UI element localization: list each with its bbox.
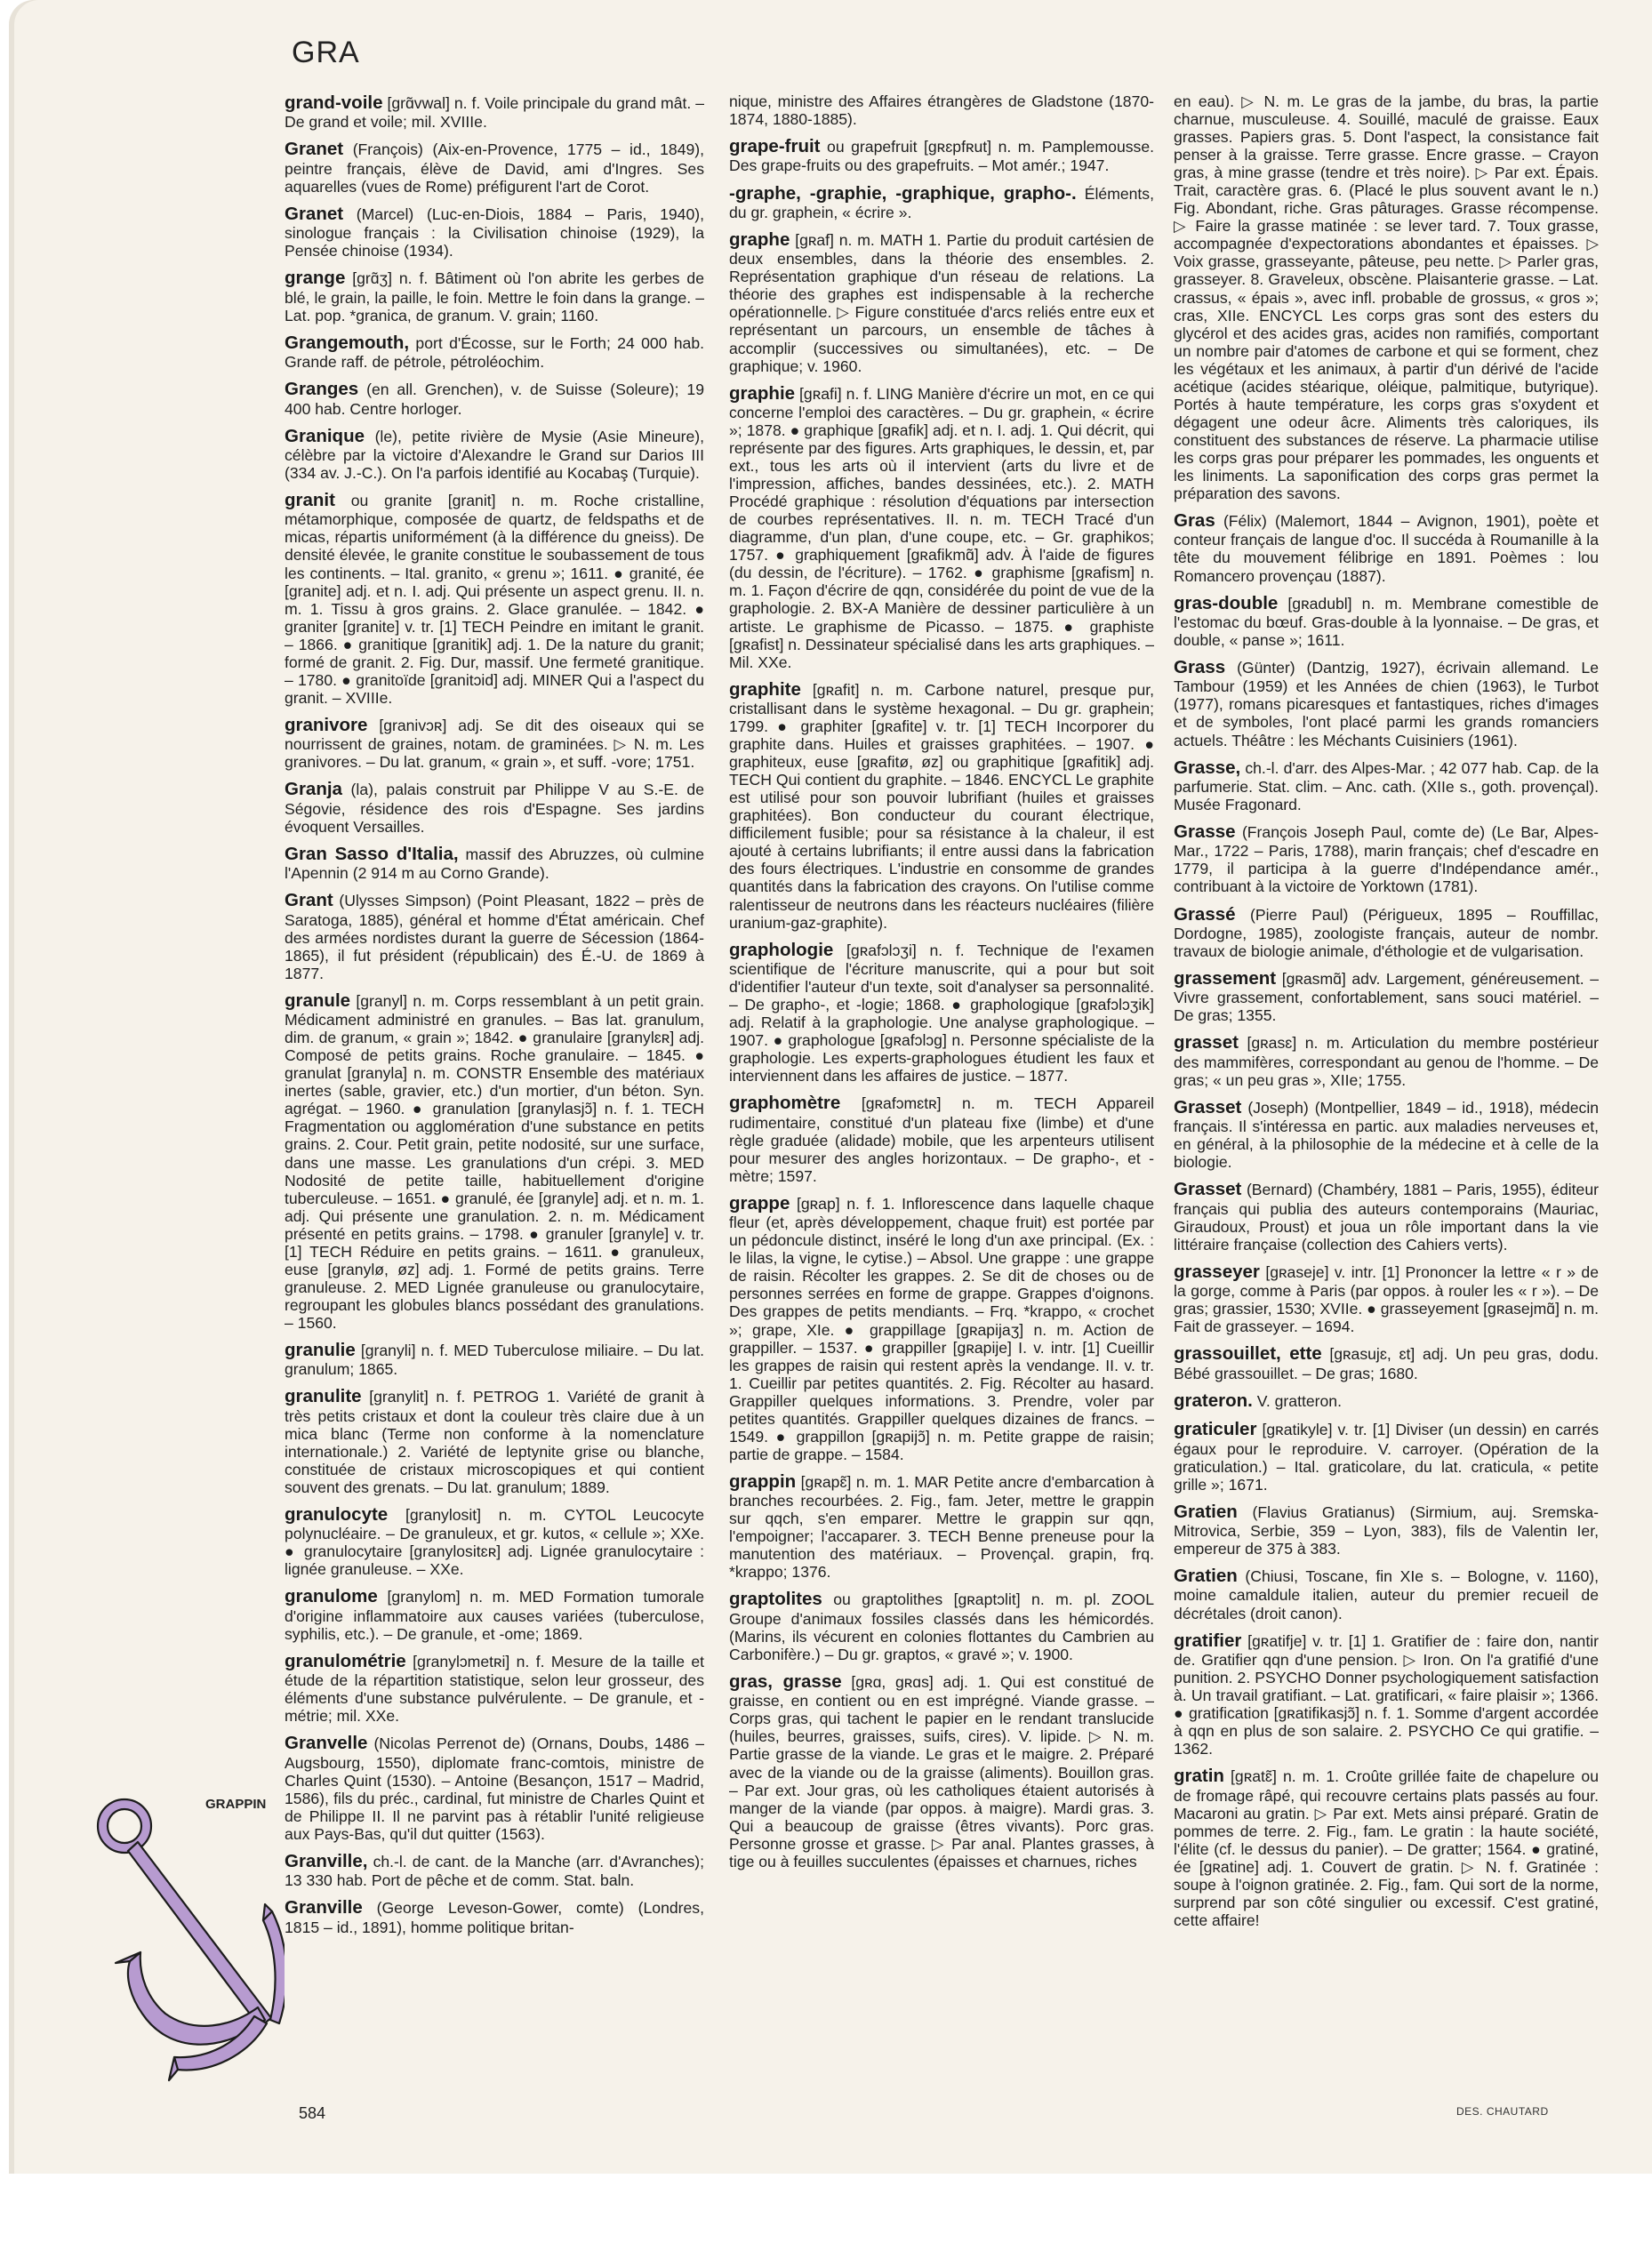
entry-definition: (le), petite rivière de Mysie (Asie Mineure), célèbre par la victoire d'Alexandre le Grand sur Darios III (334 av. J.-C.). On l'a parfois identifié au Kocabaş (Turquie). xyxy=(285,427,704,482)
dictionary-entry xyxy=(285,204,704,260)
dictionary-entry xyxy=(1174,657,1599,749)
dictionary-entry xyxy=(285,92,704,131)
dictionary-entry xyxy=(285,1851,704,1889)
entry-headword: granulite xyxy=(285,1386,362,1407)
dictionary-entry xyxy=(1174,821,1599,896)
entry-headword: graticuler xyxy=(1174,1419,1257,1440)
entry-headword: Granja xyxy=(285,779,342,800)
entry-headword: graphologie xyxy=(729,939,834,960)
entry-headword: grange xyxy=(285,268,346,289)
entry-definition: [gʀasujɛ, ɛt] adj. Un peu gras, dodu. Bébé grassouillet. – De gras; 1680. xyxy=(1174,1345,1599,1382)
entry-headword: Gras xyxy=(1174,510,1215,532)
dictionary-entry xyxy=(729,383,1154,671)
entry-headword: grassement xyxy=(1174,967,1277,989)
dictionary-entry xyxy=(285,1504,704,1579)
entry-definition: [granylit] n. f. PETROG 1. Variété de granit à très petits cristaux et dont la couleur très claire due à un mica blanc (Terme non conforme à la nomenclature internationale.) 2. Variété de leptynite grise ou blanche, constituée de cristaux microscopiques et qui contient souvent des grenats. – Du lat. granulum; 1889. xyxy=(285,1388,704,1496)
entry-definition: (Ulysses Simpson) (Point Pleasant, 1822 – près de Saratoga, 1885), général et homme d'État américain. Chef des armées nordistes durant la guerre de Sécession (1864-1865), il fut président (républicain) des É.-U. de 1869 à 1877. xyxy=(285,892,704,982)
entry-headword: Gratien xyxy=(1174,1566,1238,1587)
entry-definition: (Chiusi, Toscane, fin XIe s. – Bologne, v. 1160), moine camaldule italien, auteur du premier recueil de décrétales (droit canon). xyxy=(1174,1567,1599,1622)
entry-definition: ou graptolithes [gʀaptɔlit] n. m. pl. ZOOL Groupe d'animaux fossiles classés dans les hémicordés. (Marins, ils vécurent en colonies flottantes du Cambrien au Carbonifère.) – Du gr. graptos, « gravé »; v. 1900. xyxy=(729,1590,1154,1663)
entry-definition: [granylom] n. m. MED Formation tumorale d'origine inflammatoire aux causes variées (tuberculose, syphilis, etc.). – De granule, et -ome; 1869. xyxy=(285,1588,704,1643)
entry-headword: graptolites xyxy=(729,1589,822,1610)
dictionary-entry xyxy=(1174,1097,1599,1172)
entry-definition: [grɑ̃ʒ] n. f. Bâtiment où l'on abrite les gerbes de blé, le grain, la paille, le foin. Mettre le foin dans la grange. – Lat. pop. *granica, de granum. V. grain; 1160. xyxy=(285,269,704,324)
entry-headword: graphe xyxy=(729,228,790,250)
entry-definition: (Günter) (Dantzig, 1927), écrivain allemand. Le Tambour (1959) et les Années de chien (1963), le Turbot (1977), romans picaresques et fantastiques, riches d'images et de symboles, l'ont placé parmi les grands romanciers actuels. Théâtre : les Méchants Cuisiniers (1961). xyxy=(1174,659,1599,749)
dictionary-entry xyxy=(285,844,704,882)
entry-headword: Gran Sasso d'Italia, xyxy=(285,843,459,864)
entry-definition: [gʀatikyle] v. tr. [1] Diviser (un dessin) en carrés égaux pour le reproduire. V. carroyer. (Opération de la graticulation.) – Ital. graticolare, du lat. craticula, « petite grille »; 1671. xyxy=(1174,1421,1599,1494)
dictionary-entry xyxy=(285,1651,704,1726)
entry-headword: Grass xyxy=(1174,657,1226,678)
entry-headword: granulie xyxy=(285,1339,356,1360)
entry-definition: [granyl] n. m. Corps ressemblant à un petit grain. Médicament administré en granules. – Bas lat. granulum, dim. de granum, « grain »; 1842. ● granulaire [granylɛʀ] adj. Composé de petits grains. Roche granulaire. – 1845. ● granulat [granyla] n. m. CONSTR Ensemble des matériaux inertes (sable, gravier, etc.) d'un mortier, d'un béton. Syn. agrégat. – 1960. ● granulation [granylasjɔ̃] n. f. 1. TECH Fragmentation ou agglomération d'une substance en petits grains. 2. Cour. Petit grain, petite nodosité, sur une surface, dans une masse. Les granulations d'un crépi. 3. MED Nodosité de petite taille, habituellement d'origine tuberculeuse. – 1651. ● granulé, ée [granyle] adj. et n. m. 1. adj. Qui présente une granulation. 2. n. m. Médicament présenté en petits grains. – 1798. ● granuler [granyle] v. tr. [1] TECH Réduire en petits grains. – 1611. ● granuleux, euse [granylø, øz] adj. 1. Formé de petits grains. Terre granuleuse. 2. MED Lignée granuleuse ou granulocytaire, regroupant les globules blancs possédant des granulations. – 1560. xyxy=(285,991,704,1332)
entry-definition: (la), palais construit par Philippe V au S.-E. de Ségovie, résidence des rois d'Espagne. Ses jardins évoquent Versailles. xyxy=(285,781,704,836)
illustration-credit: DES. CHAUTARD xyxy=(1456,2105,1549,2118)
entry-definition: [gʀatifje] v. tr. [1] 1. Gratifier de : faire don, nantir de. Gratifier qqn d'une pension. ▷ Iron. On l'a gratifié d'une punition. 2. PSYCHO Donner psychologiquement satisfaction à. Un travail gratifiant. – Lat. gratificari, « faire plaisir »; 1366. ● gratification [gʀatifikasjɔ̃] n. f. 1. Somme d'argent accordée à qqn en plus de son salaire. 2. PSYCHO Ce qui gratifie. – 1362. xyxy=(1174,1631,1599,1758)
entry-definition: [gʀaseje] v. intr. [1] Prononcer la lettre « r » de la gorge, comme à Paris (par oppos. à rouler les « r »). – De gras; grassier, 1530; XVIIe. ● grasseyement [gʀasejmɑ̃] n. m. Fait de grasseyer. – 1694. xyxy=(1174,1262,1599,1336)
dictionary-entry xyxy=(1174,1179,1599,1254)
entry-definition: [gʀap] n. f. 1. Inflorescence dans laquelle chaque fleur (et, après développement, chaque fruit) est portée par un pédoncule distinct, inséré le long d'un axe principal. (Ex. : le lilas, la vigne, le cytise.) – Absol. Une grappe : une grappe de raisin. Récolter les grappes. 2. Se dit de choses ou de personnes serrées en forme de grappe. Grappes d'oignons. Des grappes de petits mendiants. – Frq. *krappo, « crochet »; grape, XIe. ● grappillage [gʀapijaʒ] n. m. Action de grappiller. – 1537. ● grappiller [gʀapije] I. v. intr. [1] Cueillir les grappes de raisin qui restent après la vendange. II. v. tr. 1. Cueillir par petites quantités. 2. Fig. Récolter au hasard. Grappiller quelques informations. 3. Prendre, voler par petites quantités. Grappiller quelques dizaines de francs. – 1549. ● grappillon [gʀapijɔ̃] n. m. Petite grappe de raisin; partie de grappe. – 1584. xyxy=(729,1194,1154,1463)
entry-headword: -graphe, -graphie, -graphique, grapho-. xyxy=(729,182,1077,204)
entry-headword: Grasset xyxy=(1174,1096,1242,1117)
entry-definition: ch.-l. d'arr. des Alpes-Mar. ; 42 077 hab. Cap. de la parfumerie. Stat. clim. – Anc. cath. (XIIe s., goth. provençal). Musée Fragonard. xyxy=(1174,758,1599,813)
dictionary-entry xyxy=(285,490,704,707)
entry-headword: graphomètre xyxy=(729,1093,841,1114)
entry-headword: Grant xyxy=(285,890,333,911)
illustration-caption: GRAPPIN xyxy=(205,1797,267,1812)
entry-definition: ch.-l. de cant. de la Manche (arr. d'Avranches); 13 330 hab. Port de pêche et de comm. Stat. baln. xyxy=(285,1853,704,1890)
entry-definition: (François Joseph Paul, comte de) (Le Bar, Alpes-Mar., 1722 – Paris, 1788), marin français; chef d'escadre en 1779, il participa à la guerre d'Indépendance amér., contribuant à la victoire de Yorktown (1781). xyxy=(1174,823,1599,896)
dictionary-entry xyxy=(285,990,704,1332)
entry-definition: nique, ministre des Affaires étrangères de Gladstone (1870-1874, 1880-1885). xyxy=(729,92,1154,129)
dictionary-entry xyxy=(1174,510,1599,585)
entry-definition: [gʀɑ, gʀɑs] adj. 1. Qui est constitué de graisse, en contient ou en est imprégné. Viande grasse. – Corps gras, qui tachent le papier en le rendant translucide (huiles, beurres, graisses, suifs, cires). V. lipide. ▷ N. m. Partie grasse de la viande. Le gras et le maigre. 2. Préparé avec de la viande ou de la graisse (aliments). Bouillon gras. – Par ext. Jour gras, où les catholiques étaient autorisés à manger de la viande (par oppos. à maigre). Mardi gras. 3. Qui a beaucoup de graisse (êtres vivants). Porc gras. Personne grosse et grasse. ▷ Par anal. Plantes grasses, à tige ou à feuilles succulentes (épaisses et charnues, riches xyxy=(729,1672,1154,1870)
dictionary-entry xyxy=(285,1340,704,1378)
dictionary-entry xyxy=(285,890,704,982)
dictionary-entry xyxy=(285,268,704,324)
entry-definition: massif des Abruzzes, où culmine l'Apennin (2 914 m au Corno Grande). xyxy=(285,845,704,883)
column-1 xyxy=(285,92,704,2075)
entry-headword: Granvelle xyxy=(285,1733,368,1754)
entry-headword: grand-voile xyxy=(285,92,383,113)
entry-definition: (Nicolas Perrenot de) (Ornans, Doubs, 1486 – Augsbourg, 1550), diplomate franc-comtois, ministre de Charles Quint (1530). – Antoine (Besançon, 1517 – Madrid, 1586), fils du préc., cardinal, fut ministre de Charles Quint et de Philippe II. Il ne parvint pas à rétablir l'unité religieuse aux Pays-Bas, qu'il dut quitter (1563). xyxy=(285,1734,704,1843)
dictionary-entry xyxy=(285,1586,704,1642)
entry-headword: Granville xyxy=(285,1897,363,1919)
entry-definition: [gʀasmɑ̃] adv. Largement, généreusement. – Vivre grassement, confortablement, sans souci matériel. – De gras; 1355. xyxy=(1174,969,1599,1025)
entry-headword: Gratien xyxy=(1174,1501,1238,1522)
entry-definition: (Pierre Paul) (Périgueux, 1895 – Rouffillac, Dordogne, 1985), zoologiste français, auteur de nombr. travaux de biologie animale, d'éthologie et de vulgarisation. xyxy=(1174,905,1599,960)
dictionary-entry xyxy=(1174,1630,1599,1758)
entry-headword: grateron. xyxy=(1174,1390,1253,1411)
entry-definition: (George Leveson-Gower, comte) (Londres, 1815 – id., 1891), homme politique britan- xyxy=(285,1899,704,1936)
dictionary-entry xyxy=(1174,1502,1599,1558)
dictionary-entry xyxy=(285,139,704,195)
dictionary-entry xyxy=(1174,968,1599,1024)
dictionary-entry xyxy=(285,332,704,371)
entry-headword: gras-double xyxy=(1174,592,1279,613)
dictionary-entry xyxy=(1174,757,1599,813)
entry-headword: Grasse xyxy=(1174,821,1236,843)
dictionary-entry xyxy=(1174,92,1599,502)
entry-headword: granulométrie xyxy=(285,1650,406,1671)
dictionary-entry xyxy=(285,1897,704,1935)
dictionary-entry xyxy=(729,940,1154,1085)
dictionary-entry xyxy=(729,1093,1154,1185)
dictionary-entry xyxy=(729,1471,1154,1582)
entry-headword: graphite xyxy=(729,678,801,700)
dictionary-entry xyxy=(1174,1262,1599,1336)
dictionary-entry xyxy=(285,779,704,835)
entry-definition: [gʀapɛ̃] n. m. 1. MAR Petite ancre d'embarcation à branches recourbées. 2. Fig., fam. Jeter, mettre le grappin sur qqch, s'en emparer. Mettre le grappin sur qqn, l'empoigner; l'accaparer. 3. TECH Benne preneuse pour la manutention des matériaux. – Provençal. grapin, frq. *krappo; 1376. xyxy=(729,1472,1154,1582)
entry-definition: [granylɔmetʀi] n. f. Mesure de la taille et étude de la répartition statistique, selon leur grosseur, des éléments d'une substance pulvérulente. – De granule, et -métrie; mil. XXe. xyxy=(285,1652,704,1726)
dictionary-entry xyxy=(729,229,1154,375)
entry-headword: granivore xyxy=(285,714,368,735)
column-2 xyxy=(729,92,1154,2093)
entry-definition: (Bernard) (Chambéry, 1881 – Paris, 1955), éditeur français qui publia des auteurs contemporains (Mauriac, Giraudoux, Proust) et joua un rôle important dans la vie littéraire française (collection des Cahiers verts). xyxy=(1174,1181,1599,1254)
entry-headword: Granet xyxy=(285,139,344,160)
entry-definition: (en all. Grenchen), v. de Suisse (Soleure); 19 400 hab. Centre horloger. xyxy=(285,381,704,418)
entry-headword: Granges xyxy=(285,379,359,400)
dictionary-entry xyxy=(285,715,704,771)
entry-headword: grappe xyxy=(729,1192,790,1214)
dictionary-entry xyxy=(285,426,704,482)
entry-definition: en eau). ▷ N. m. Le gras de la jambe, du bras, la partie charnue, musculeuse. 4. Souillé, maculé de graisse. Eaux grasses. Papiers gras. 5. Dont l'aspect, la consistance fait penser à la graisse. Terre grasse. Encre grasse. – Crayon gras, à mine grasse (tendre et très noire). ▷ Par ext. Épais. Trait, caractère gras. 6. (Placé le plus souvent avant le n.) Fig. Abondant, riche. Gras pâturages. Grasse récompense. ▷ Faire la grasse matinée : se lever tard. 7. Toux grasse, accompagnée d'expectorations abondantes et épaisses. ▷ Voix grasse, grasseyante, pâteuse, peu nette. ▷ Parler gras, grasseyer. 8. Graveleux, obscène. Plaisanterie grasse. – Lat. crassus, « épais », avec infl. probable de grossus, « gros »; cras, XIIe. ENCYCL Les corps gras sont des esters du glycérol et des acides gras, acides non ramifiés, comportant un nombre pair d'atomes de carbone et qui se forment, chez les végétaux et les animaux, à partir d'un dérivé de l'acide acétique (acides stéarique, oléique, palmitique, butyrique). Portés à haute température, les corps gras s'oxydent et dégagent une odeur âcre. Aliments très caloriques, ils constituent des substances de réserve. La pharmacie utilise les corps gras pour préparer les pommades, les onguents et les liniments. La saponification des corps gras permet la préparation des savons. xyxy=(1174,92,1599,503)
dictionary-entry xyxy=(285,1386,704,1496)
entry-headword: granit xyxy=(285,490,335,511)
dictionary-entry xyxy=(285,379,704,417)
entry-definition: (Marcel) (Luc-en-Diois, 1884 – Paris, 1940), sinologue français : la Civilisation chinoise (1929), la Pensée chinoise (1934). xyxy=(285,204,704,260)
column-3 xyxy=(1174,92,1599,2093)
entry-headword: grassouillet, ette xyxy=(1174,1343,1322,1365)
dictionary-entry xyxy=(729,92,1154,128)
entry-definition: [gʀafit] n. m. Carbone naturel, presque pur, cristallisant dans le système hexagonal. – Du gr. graphein; 1799. ● graphiter [gʀafite] v. tr. [1] TECH Incorporer du graphite dans. Huiles et graisses graphitées. – 1907. ● graphiteux, euse [gʀafitø, øz] ou graphitique [gʀafitik] adj. TECH Qui contient du graphite. – 1846. ENCYCL Le graphite est utilisé pour son pouvoir lubrifiant (huiles et graisses graphitées). Bon conducteur du courant électrique, difficilement fusible; pour sa résistance à la chaleur, il est ajouté à certains lubrifiants; il entre aussi dans la fabrication des fours électriques. L'industrie en consomme de grandes quantités dans la fabrication des crayons. On l'utilise comme ralentisseur de neutrons dans les réacteurs nucléaires (filière uranium-gaz-graphite). xyxy=(729,680,1154,932)
entry-headword: grasseyer xyxy=(1174,1261,1260,1282)
entry-definition: Éléments, du gr. graphein, « écrire ». xyxy=(729,184,1154,221)
entry-definition: (Joseph) (Montpellier, 1849 – id., 1918), médecin français. Il s'intéressa en partic. aux maladies nerveuses et, en général, à la philosophie de la médecine et à celle de la biologie. xyxy=(1174,1098,1599,1172)
entry-headword: Granique xyxy=(285,425,365,446)
entry-headword: graphie xyxy=(729,382,796,404)
entry-headword: Granet xyxy=(285,203,344,224)
entry-definition: [gʀafi] n. f. LING Manière d'écrire un mot, en ce qui concerne l'emploi des caractères. – Du gr. graphein, « écrire »; 1878. ● graphique [gʀafik] adj. et n. I. adj. 1. Qui décrit, qui représente par des figures. Arts graphiques, le dessin, et, par ext., tous les arts où il intervient (arts du livre et de l'impression, affiches, bandes dessinées, etc.). 2. MATH Procédé graphique : résolution d'équations par intersection de courbes représentatives. II. n. m. TECH Tracé d'un diagramme, d'un plan, d'une coupe, etc. – Gr. graphikos; 1757. ● graphiquement [gʀafikmɑ̃] adv. À l'aide de figures (du dessin, de l'écriture). – 1762. ● graphisme [gʀafism] n. m. 1. Façon d'écrire de qqn, considérée du point de vue de la graphologie. 2. BX-A Manière de dessiner particulière à un artiste. Le graphisme de Picasso. – 1875. ● graphiste [gʀafist] n. Dessinateur spécialisé dans les arts graphiques. – Mil. XXe. xyxy=(729,384,1154,671)
dictionary-entry xyxy=(285,1733,704,1843)
dictionary-entry xyxy=(729,183,1154,221)
entry-definition: [gʀatɛ̃] n. m. 1. Croûte grillée faite de chapelure ou de fromage râpé, qui recouvre certains plats passés au four. Macaroni au gratin. ▷ Par ext. Mets ainsi préparé. Gratin de pommes de terre. 2. Fig., fam. Le gratin : la haute société, l'élite (cf. le dessus du panier). – De gratter; 1564. ● gratiné, ée [gʀatine] adj. 1. Couvert de gratin. ▷ N. f. Gratinée : soupe à l'oignon gratinée. 2. Fig., fam. Qui sort de la norme, surprend par son côté singulier ou excessif. C'est gratiné, cette affaire! xyxy=(1174,1767,1599,1929)
entry-definition: ou granite [granit] n. m. Roche cristalline, métamorphique, composée de quartz, de feldspaths et de micas, répartis uniformément (à la différence du gneiss). De densité élevée, le granite constitue le soubassement de tous les continents. – Ital. granito, « grenu »; 1611. ● granité, ée [granite] adj. et n. I. adj. Qui présente un aspect grenu. II. n. m. 1. Tissu à gros grains. 2. Glace granulée. – 1842. ● graniter [granite] v. tr. [1] TECH Peindre en imitant le granit. – 1866. ● granitique [granitik] adj. 1. De la nature du granit; formé de granit. 2. Fig. Dur, massif. Une fermeté granitique. – 1780. ● granitoïde [granitɔid] adj. MINER Qui a l'aspect du granit. – XVIIIe. xyxy=(285,492,704,707)
dictionary-entry xyxy=(729,1589,1154,1663)
entry-definition: [grɑ̃vwal] n. f. Voile principale du grand mât. – De grand et voile; mil. XVIIIe. xyxy=(285,94,704,132)
dictionary-entry xyxy=(729,1671,1154,1870)
dictionary-entry xyxy=(1174,593,1599,649)
dictionary-entry xyxy=(1174,1766,1599,1929)
entry-headword: Granville, xyxy=(285,1851,368,1872)
entry-definition: port d'Écosse, sur le Forth; 24 000 hab. Grande raff. de pétrole, pétroléochim. xyxy=(285,333,704,372)
entry-headword: Grassé xyxy=(1174,903,1236,925)
entry-definition: V. gratteron. xyxy=(1256,1391,1342,1410)
dictionary-entry xyxy=(1174,1419,1599,1494)
dictionary-entry xyxy=(1174,904,1599,960)
dictionary-entry xyxy=(1174,1032,1599,1088)
page-number: 584 xyxy=(299,2104,326,2122)
entry-definition: [gʀafɔlɔʒi] n. f. Technique de l'examen scientifique de l'écriture manuscrite, qui a pour but soit d'identifier l'auteur d'un texte, soit d'analyser sa personnalité. – De grapho-, et -logie; 1868. ● graphologique [gʀafɔlɔʒik] adj. Relatif à la graphologie. Une analyse graphologique. – 1907. ● graphologue [gʀafɔlɔg] n. Personne spécialiste de la graphologie. Les experts-graphologues étudient les faux et interviennent dans les affaires de justice. – 1877. xyxy=(729,941,1154,1085)
entry-definition: [gʀaf] n. m. MATH 1. Partie du produit cartésien de deux ensembles, dans la théorie des ensembles. 2. Représentation graphique d'un réseau de relations. La théorie des graphes est indispensable à la recherche opérationnelle. ▷ Figure constituée d'arcs reliés entre eux et représentant un parcours, un ensemble de tâches à accomplir (successives ou simultanées), etc. – De graphique; v. 1960. xyxy=(729,230,1154,375)
entry-headword: gras, grasse xyxy=(729,1670,842,1692)
entry-definition: [gʀadubl] n. m. Membrane comestible de l'estomac du bœuf. Gras-double à la lyonnaise. – De gras, et double, « panse »; 1611. xyxy=(1174,594,1599,649)
dictionary-entry xyxy=(729,136,1154,174)
dictionary-entry xyxy=(1174,1390,1599,1411)
entry-definition: [gʀasɛ] n. m. Articulation du membre postérieur des mammifères, correspondant au genou de l'homme. – De gras; « un peu gras », XIIe; 1755. xyxy=(1174,1034,1599,1089)
entry-headword: granulome xyxy=(285,1586,378,1607)
entry-definition: [granyli] n. f. MED Tuberculose miliaire. – Du lat. granulum; 1865. xyxy=(285,1341,704,1379)
entry-headword: Grasset xyxy=(1174,1179,1242,1200)
dictionary-entry xyxy=(729,1193,1154,1463)
dictionary-entry xyxy=(729,679,1154,932)
dictionary-entry xyxy=(1174,1566,1599,1622)
entry-headword: granule xyxy=(285,989,351,1011)
entry-definition: (Félix) (Malemort, 1844 – Avignon, 1901), poète et conteur français de langue d'oc. Il succéda à Roumanille à la tête du mouvement félibrige en 1891. Poèmes : lou Romancero provençau (1887). xyxy=(1174,512,1599,585)
entry-definition: ou grapefruit [gʀɛpfʀut] n. m. Pamplemousse. Des grape-fruits ou des grapefruits. – Mot amér.; 1947. xyxy=(729,138,1154,175)
entry-headword: gratin xyxy=(1174,1766,1224,1787)
entry-headword: grappin xyxy=(729,1470,797,1492)
grappin-hook-icon xyxy=(89,1787,285,2089)
running-head: GRA xyxy=(292,36,360,69)
entry-definition: (Flavius Gratianus) (Sirmium, auj. Sremska-Mitrovica, Serbie, 359 – Lyon, 383), fils de Valentin Ier, empereur de 375 à 383. xyxy=(1174,1502,1599,1558)
entry-headword: grasset xyxy=(1174,1032,1239,1053)
entry-headword: granulocyte xyxy=(285,1503,389,1525)
entry-headword: grape-fruit xyxy=(729,136,821,157)
entry-headword: Grasse, xyxy=(1174,757,1241,778)
entry-headword: gratifier xyxy=(1174,1630,1242,1651)
entry-definition: [granivɔʀ] adj. Se dit des oiseaux qui se nourrissent de graines, notam. de graminées. ▷ N. m. Les granivores. – Du lat. granum, « grain », et suff. -vore; 1751. xyxy=(285,716,704,772)
entry-headword: Grangemouth, xyxy=(285,332,410,353)
entry-definition: [gʀafɔmɛtʀ] n. m. TECH Appareil rudimentaire, constitué d'un plateau fixe (limbe) et d'une règle graduée (alidade) mobile, que les arpenteurs utilisent pour mesurer des angles horizontaux. – De grapho-, et -mètre; 1597. xyxy=(729,1094,1154,1185)
entry-definition: (François) (Aix-en-Provence, 1775 – id., 1849), peintre français, élève de David, ami d'Ingres. Ses aquarelles (vues de Rome) préfigurent l'art de Corot. xyxy=(285,140,704,196)
entry-definition: [granylosit] n. m. CYTOL Leucocyte polynucléaire. – De granuleux, et gr. kutos, « cellule »; XXe. ● granulocytaire [granylositɛʀ] adj. Lignée granulocytaire : lignée granuleuse. – XXe. xyxy=(285,1505,704,1579)
dictionary-entry xyxy=(1174,1343,1599,1382)
dictionary-page xyxy=(9,0,1652,2174)
